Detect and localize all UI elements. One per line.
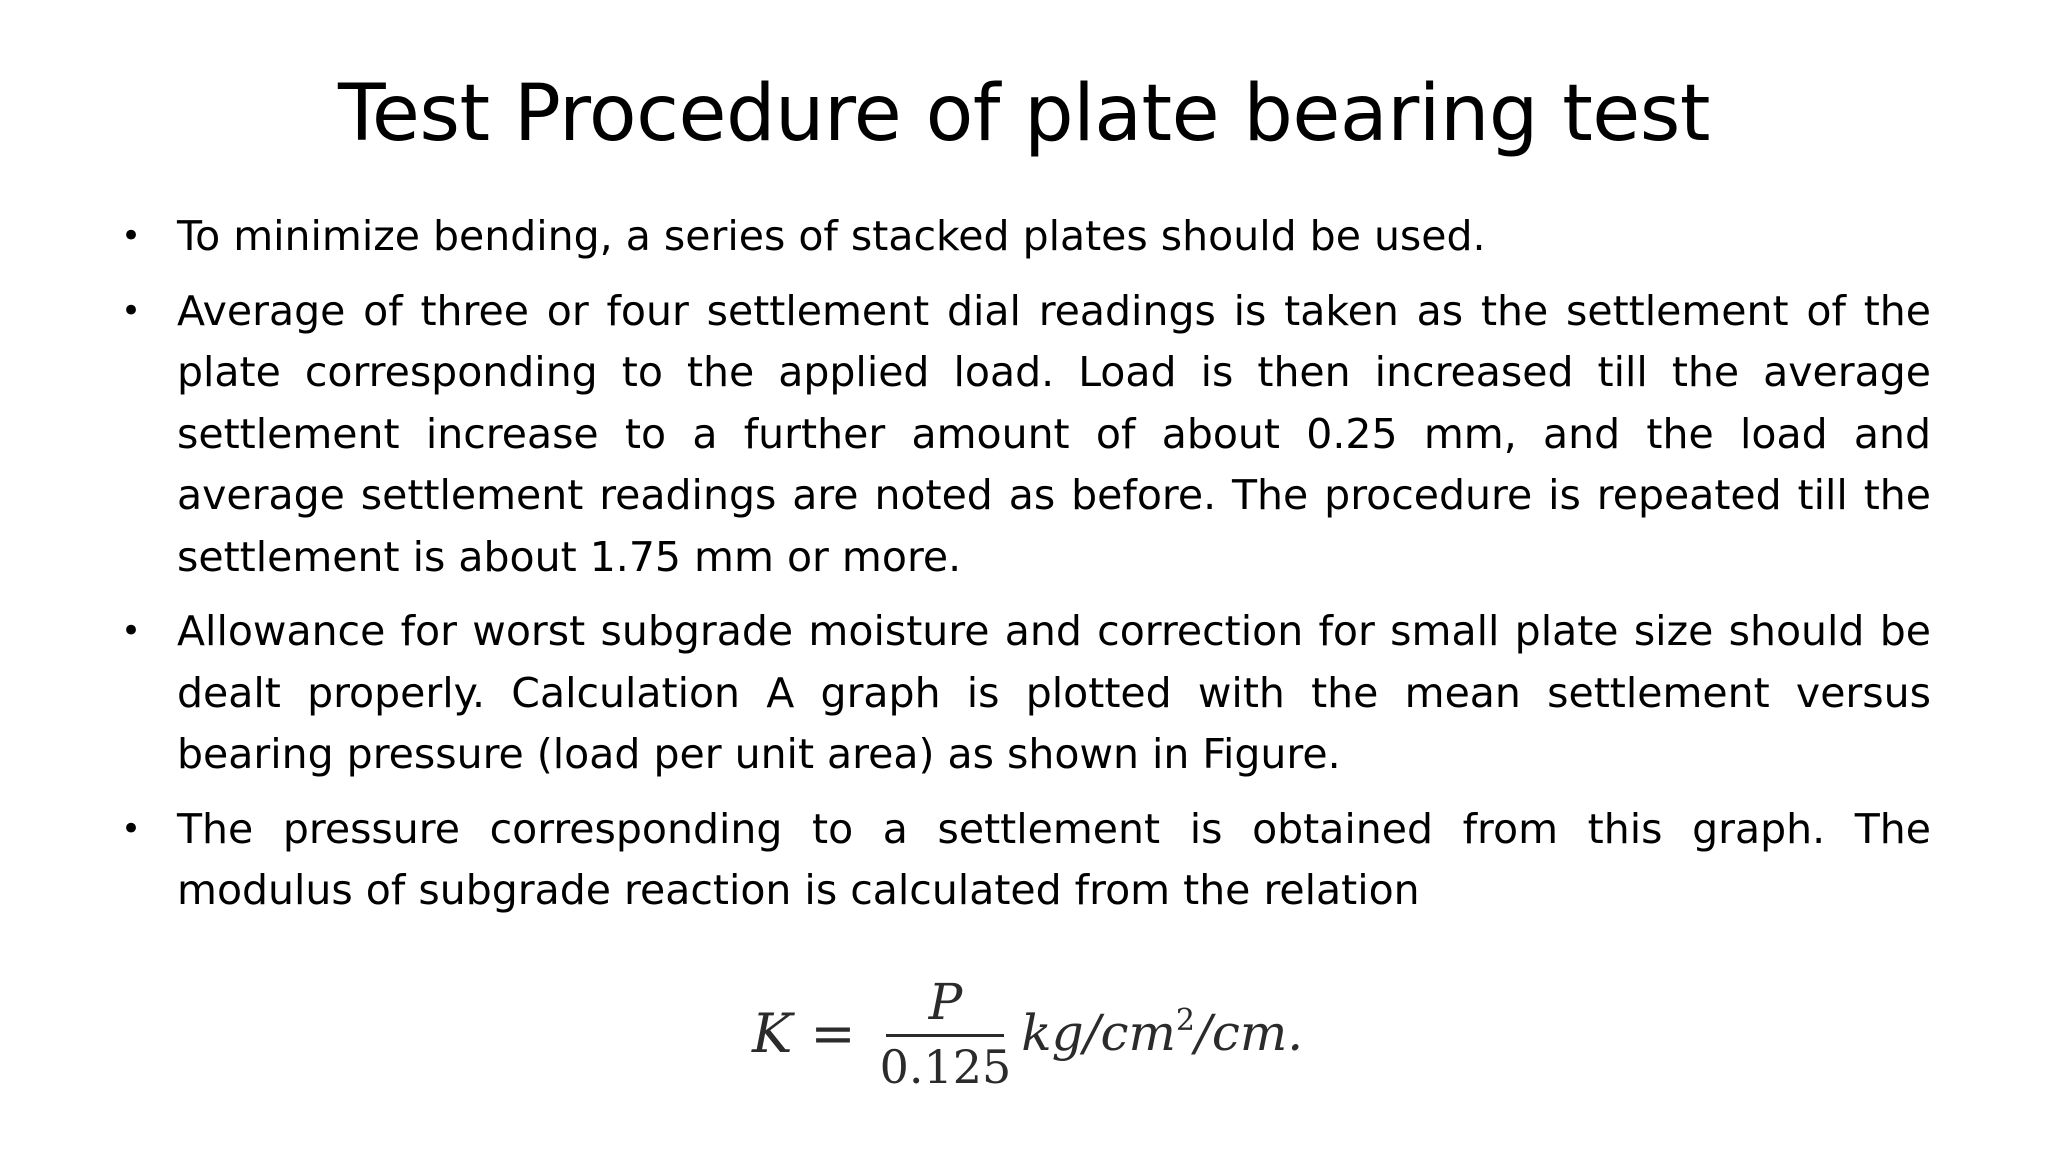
- formula-numerator: P: [928, 972, 963, 1031]
- bullet-marker: •: [121, 808, 142, 849]
- bullet-list: [0, 206, 2048, 935]
- bullet-item: [121, 601, 1931, 786]
- fraction-bar: [886, 1034, 1004, 1037]
- bullet-marker: •: [121, 290, 142, 331]
- modulus-formula: [752, 968, 1303, 1098]
- formula-fraction: [874, 974, 1018, 1093]
- bullet-marker: •: [121, 611, 142, 651]
- slide-title: Test Procedure of plate bearing test: [338, 69, 1710, 159]
- bullet-text: Allowance for worst subgrade moisture and correction for small plate size should be dealt properly. Calculation A graph is plotted with the mean settlement versus bearing pressure (load per unit area) as shown in Figure.: [177, 607, 1931, 778]
- formula-units-part2: /cm.: [1194, 1004, 1304, 1062]
- formula-equals: =: [810, 1001, 856, 1065]
- formula-units-exponent: 2: [1175, 1003, 1195, 1038]
- bullet-item: [121, 281, 1931, 589]
- bullet-text: To minimize bending, a series of stacked plates should be used.: [177, 212, 1486, 260]
- bullet-marker: •: [121, 216, 142, 256]
- bullet-text: Average of three or four settlement dial readings is taken as the settlement of the plate corresponding to the applied load. Load is then increased till the average settlement increase to a further amount of about 0.25 mm, and the load and average settlement readings are noted as before. The procedure is repeated till the settlement is about 1.75 mm or more.: [177, 286, 1931, 581]
- formula-denominator: 0.125: [879, 1039, 1012, 1094]
- formula-units: [1021, 1004, 1303, 1062]
- bullet-text: The pressure corresponding to a settlement is obtained from this graph. The modulus of subgrade reaction is calculated from the relation: [177, 804, 1931, 914]
- formula-units-part1: kg/cm: [1021, 1004, 1176, 1062]
- formula-lhs: K: [752, 1001, 793, 1065]
- bullet-item: [121, 799, 1931, 922]
- bullet-item: [121, 206, 1931, 268]
